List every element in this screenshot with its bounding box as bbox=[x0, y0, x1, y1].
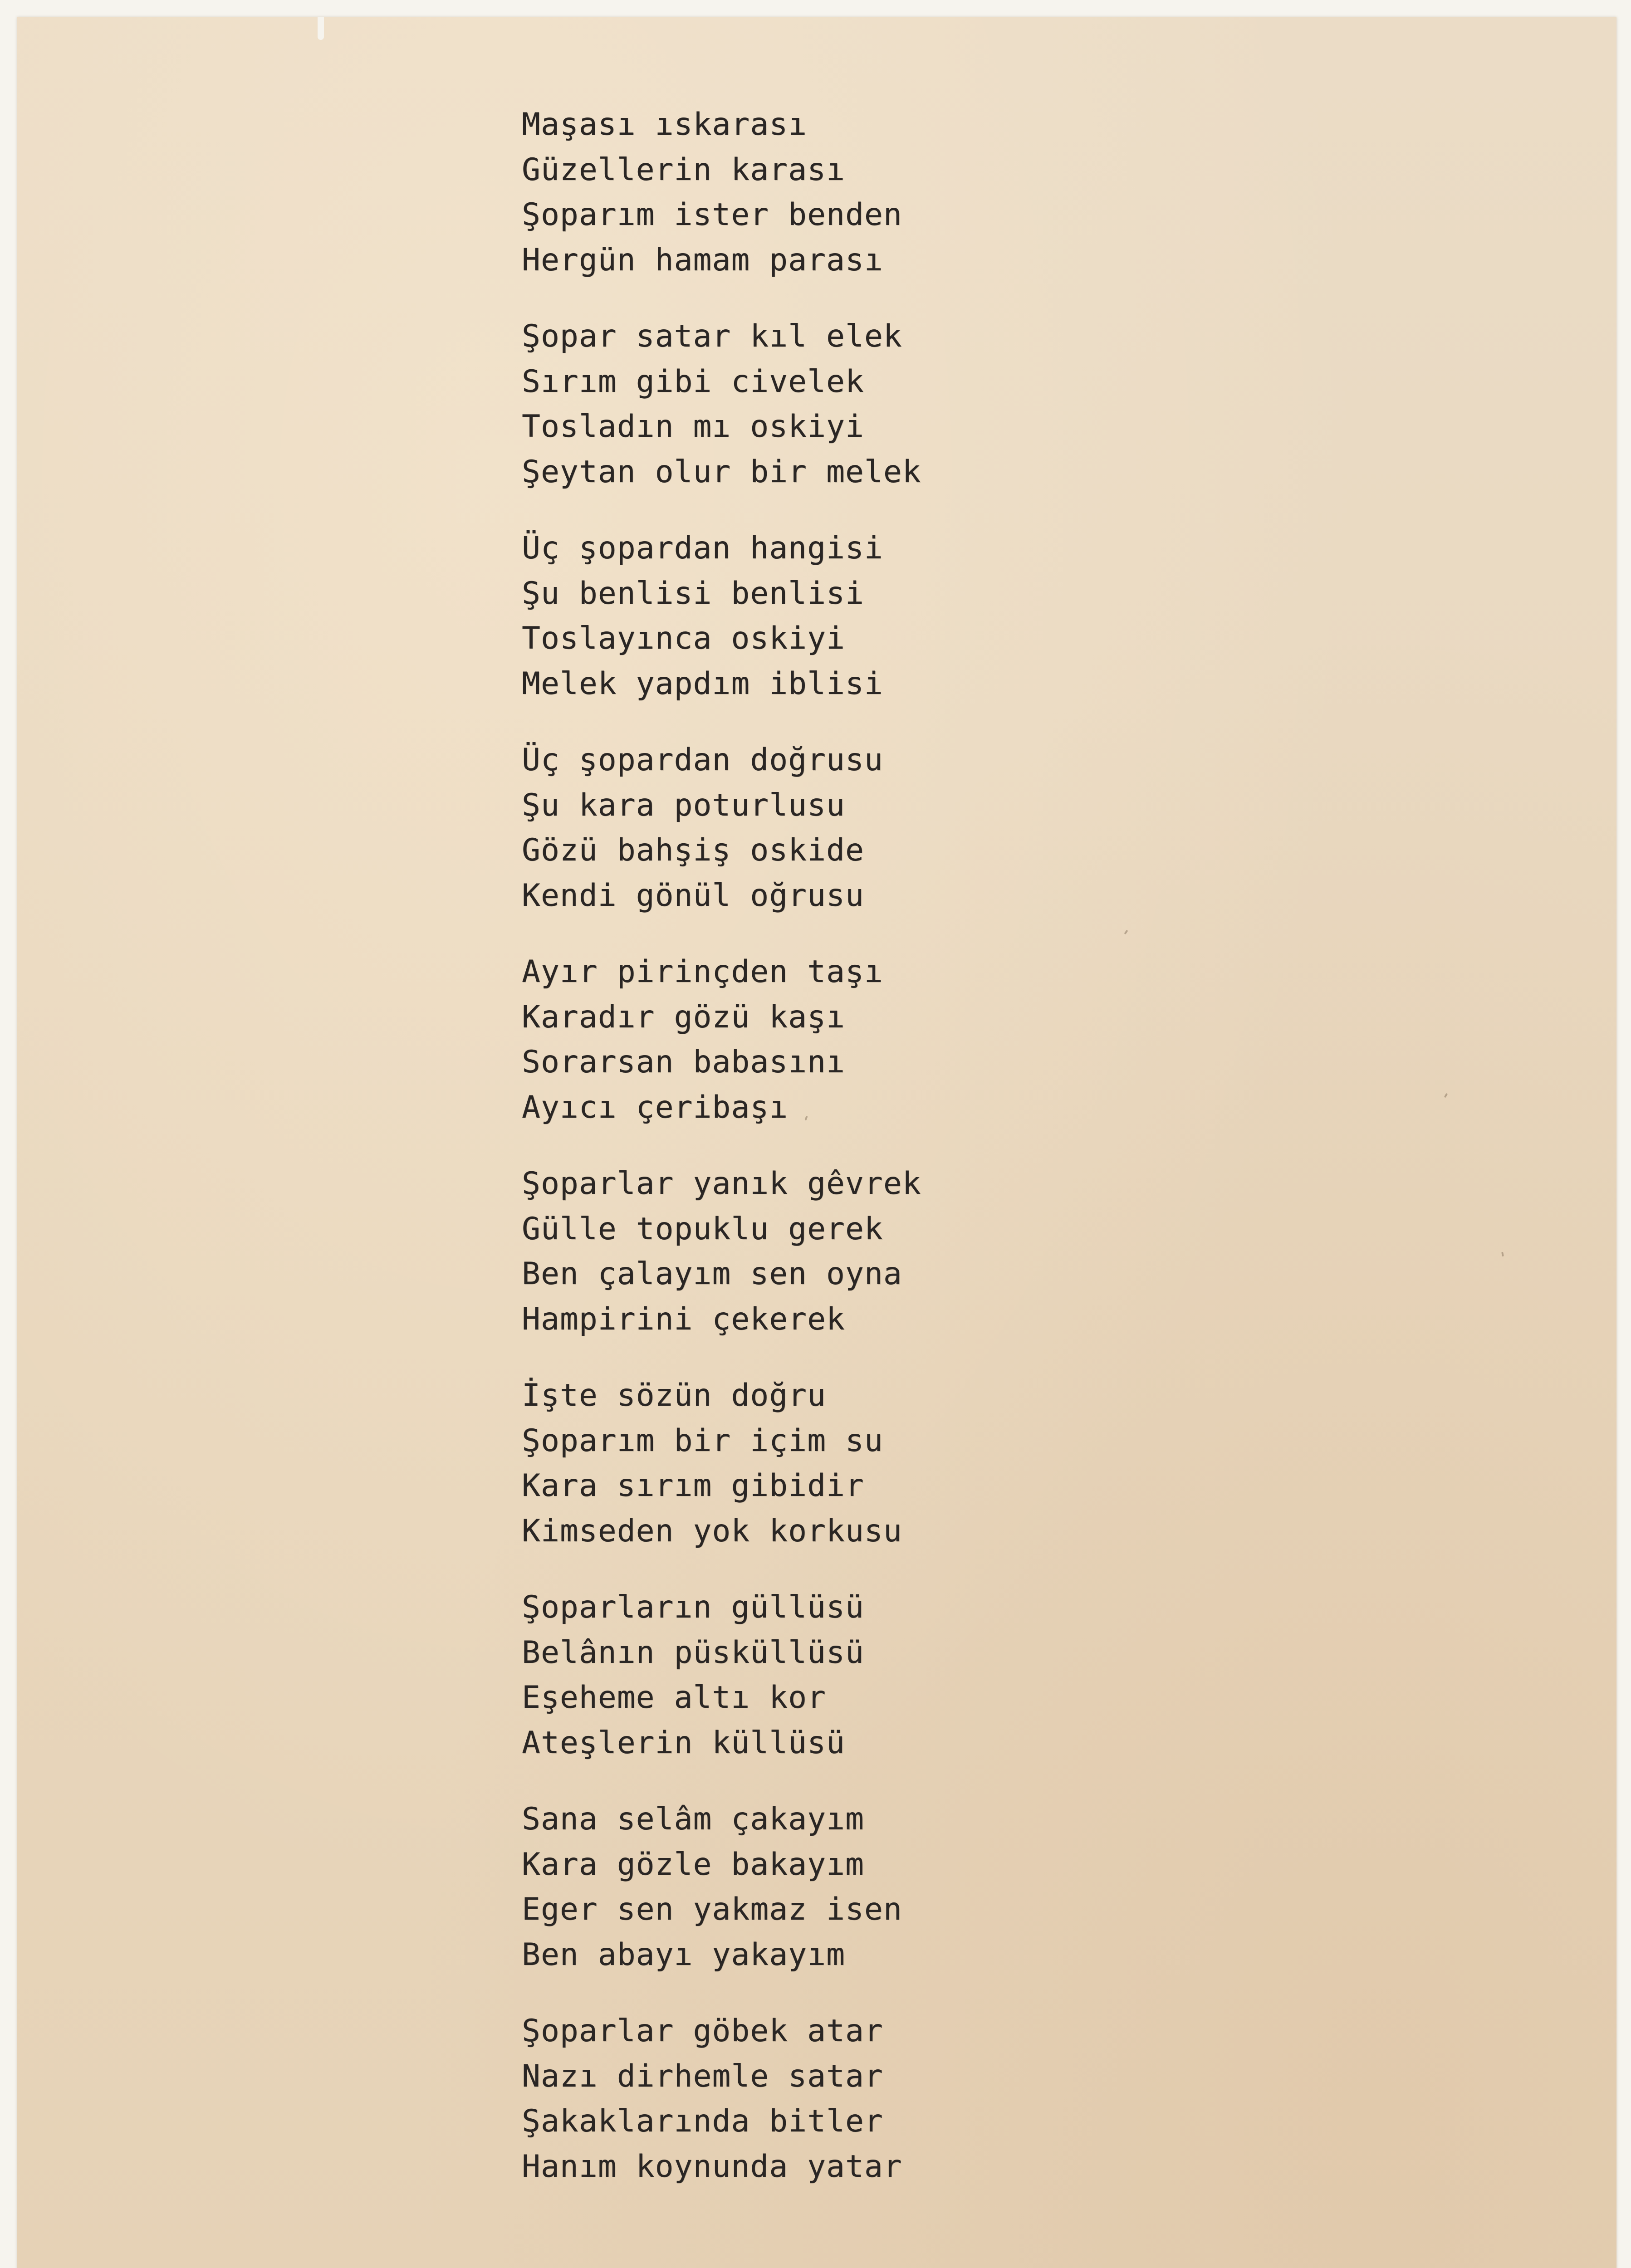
stanza bbox=[522, 2009, 1112, 2189]
poem-line: Sırım gibi civelek bbox=[522, 363, 864, 400]
poem-line: Kara gözle bakayım bbox=[522, 1846, 864, 1882]
poem-line: Şu benlisi benlisi bbox=[522, 575, 864, 611]
poem-line: Üç şopardan hangisi bbox=[522, 530, 883, 566]
poem-line: Ateşlerin küllüsü bbox=[522, 1725, 845, 1761]
poem-line: Toslayınca oskiyi bbox=[522, 621, 845, 656]
poem-line: Şoparım bir içim su bbox=[522, 1422, 883, 1459]
poem-line: Sorarsan babasını bbox=[522, 1044, 845, 1080]
poem-line: Hanım koynunda yatar bbox=[522, 2148, 902, 2185]
stanza bbox=[522, 526, 1112, 706]
poem-line: Karadır gözü kaşı bbox=[522, 999, 845, 1035]
poem-line: Şoparlar göbek atar bbox=[522, 2013, 883, 2049]
poem-line: Kara sırım gibidir bbox=[522, 1468, 864, 1504]
stanza bbox=[522, 949, 1112, 1130]
poem-text bbox=[522, 102, 1112, 2220]
paper-tear bbox=[318, 17, 324, 40]
poem-line: Ben çalayım sen oyna bbox=[522, 1256, 902, 1292]
poem-line: Kimseden yok korkusu bbox=[522, 1513, 902, 1549]
poem-line: Gözü bahşiş oskide bbox=[522, 832, 864, 868]
poem-line: Gülle topuklu gerek bbox=[522, 1211, 883, 1247]
poem-line: Hergün hamam parası bbox=[522, 242, 883, 278]
poem-line: Ayır pirinçden taşı bbox=[522, 954, 883, 990]
poem-line: Hampirini çekerek bbox=[522, 1301, 845, 1337]
poem-line: Güzellerin karası bbox=[522, 152, 845, 188]
poem-line: Üç şopardan doğrusu bbox=[522, 742, 883, 778]
poem-line: Tosladın mı oskiyi bbox=[522, 409, 864, 445]
poem-line: Şoparlar yanık gêvrek bbox=[522, 1166, 921, 1202]
poem-line: Ben abayı yakayım bbox=[522, 1936, 845, 1973]
poem-line: Şu kara poturlusu bbox=[522, 787, 845, 823]
poem-line: Kendi gönül oğrusu bbox=[522, 877, 864, 914]
poem-line: Belânın püsküllüsü bbox=[522, 1634, 864, 1671]
stanza bbox=[522, 314, 1112, 494]
stanza bbox=[522, 102, 1112, 283]
stanza bbox=[522, 1373, 1112, 1554]
poem-line: Şopar satar kıl elek bbox=[522, 318, 902, 354]
stanza bbox=[522, 1797, 1112, 1977]
poem-line: Melek yapdım iblisi bbox=[522, 665, 883, 702]
poem-line: Ayıcı çeribaşı bbox=[522, 1089, 789, 1125]
poem-line: Eşeheme altı kor bbox=[522, 1680, 827, 1716]
stanza bbox=[522, 1585, 1112, 1765]
poem-line: Maşası ıskarası bbox=[522, 107, 808, 142]
poem-line: İşte sözün doğru bbox=[522, 1378, 827, 1413]
stanza bbox=[522, 738, 1112, 918]
poem-line: Şoparların güllüsü bbox=[522, 1589, 864, 1625]
stanza bbox=[522, 1161, 1112, 1342]
poem-line: Şoparım ister benden bbox=[522, 197, 902, 233]
poem-line: Sana selâm çakayım bbox=[522, 1801, 864, 1837]
poem-line: Şakaklarında bitler bbox=[522, 2103, 883, 2139]
poem-line: Nazı dirhemle satar bbox=[522, 2058, 883, 2094]
poem-line: Şeytan olur bir melek bbox=[522, 454, 921, 490]
poem-line: Eger sen yakmaz isen bbox=[522, 1892, 902, 1927]
